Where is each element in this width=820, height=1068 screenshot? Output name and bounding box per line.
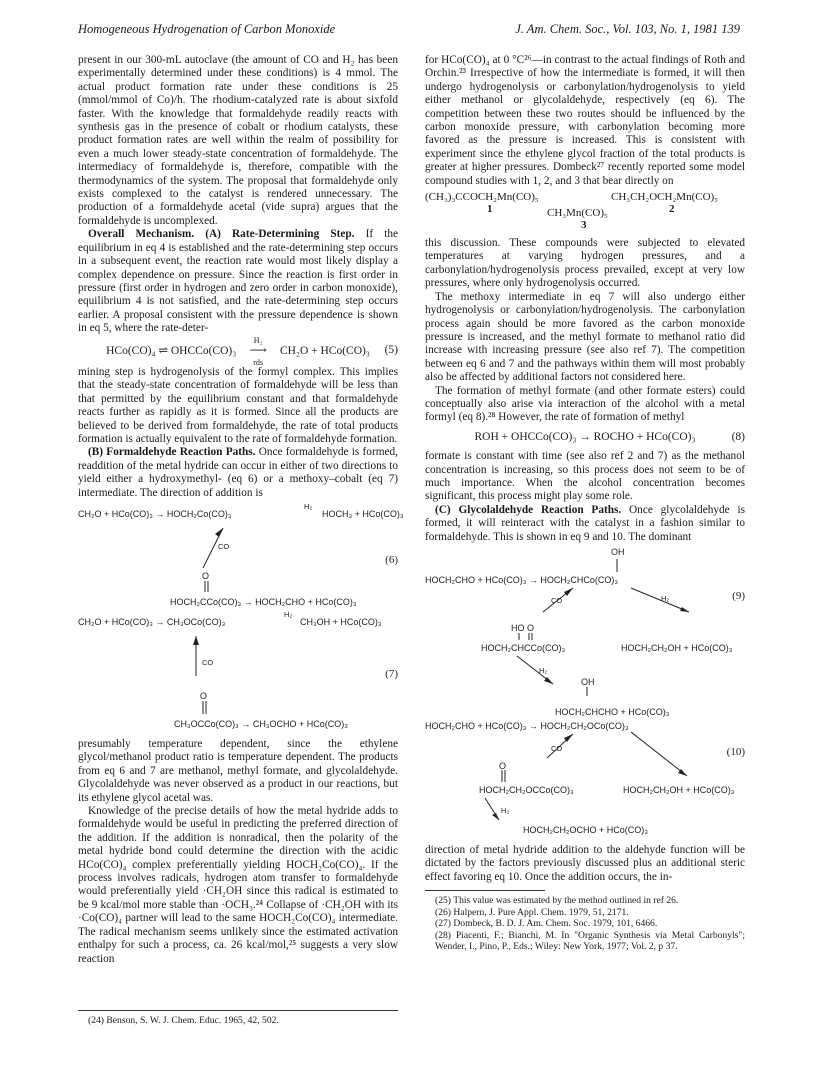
scheme-text: HOCH₂CH₂OH + HCo(CO)₃ (623, 785, 735, 795)
compound-formula: CH₃Mn(CO)₅ (547, 207, 608, 220)
equation-number: (9) (732, 590, 745, 602)
footnote: (27) Dombeck, B. D. J. Am. Chem. Soc. 1979, 101, 6466. (435, 918, 658, 930)
scheme-text: CH₃OH + HCo(CO)₃ (300, 617, 382, 627)
arrow-label: H₂ (539, 666, 548, 675)
compound-number: 2 (669, 203, 675, 216)
footnotes-left (78, 1010, 398, 1027)
paragraph: The methoxy intermediate in eq 7 will also undergo either hydrogenolysis or carbonylation/hydrogenolysis. The carbonylation process again should be more favored as the carbon monoxide pressure is increased, and the methyl formate to methanol ratio did increase with increasing pressure (see also ref 7). The competition between eq 6 and 7 and the pathways within them will most probably also be affected by additional factors not considered here. (425, 290, 745, 384)
paragraph: presumably temperature dependent, since the ethylene glycol/methanol product ratio is temperature dependent. The products from eq 6 and 7 are methanol, methyl formate, and glycolaldehyde. Glycolaldehyde was never observed as a product in our reactions, but its ethylene glycol acetal was. (78, 738, 398, 804)
section-heading: (B) Formaldehyde Reaction Paths. (88, 446, 256, 459)
arrow-label: H₂ (253, 335, 263, 345)
scheme-text: O (202, 571, 210, 581)
paragraph-text: Once formaldehyde is formed, readdition of the metal hydride can occur in either of two directions to yield either a hydroxymethyl- (eq 6) or a methoxy–cobalt (eq 7) intermediate. The direction of addition is (78, 446, 398, 499)
reaction-scheme-9 (425, 546, 745, 706)
paragraph: Knowledge of the precise details of how the metal hydride adds to formaldehyde would be useful in predicting the preferred direction of the addition. If the addition is nonradical, then the polarity of the metal hydride bond could determine the direction with the acidic HCo(CO)₄ complex preferentially yielding HOCH₂Co(CO)₄. If the process involves radicals, hydrogen atom transfer to formaldehyde would preferentially yield ·CH₂OH since this radical is estimated to be 9 kcal/mol more stable than ·OCH₃.²⁴ Collapse of ·CH₂OH with its ·Co(CO)₄ partner will lead to the same HOCH₂Co(CO)₄ intermediate. The radical mechanism seems unlikely since the estimated activation enthalpy for such a process, ca. 26 kcal/mol,²⁵ suggests a very slow reaction (78, 805, 398, 965)
equation-number: (6) (385, 554, 398, 566)
paragraph (425, 504, 745, 544)
paragraph (78, 446, 398, 500)
compound-number: 3 (581, 219, 587, 232)
compound-formula: CH₃CH₂OCH₂Mn(CO)₅ (611, 191, 719, 204)
running-header-title: Homogeneous Hydrogenation of Carbon Monoxide (78, 22, 336, 36)
scheme-text: OH (611, 547, 625, 557)
paragraph (78, 228, 398, 335)
footnote: (28) Piacenti, F.; Bianchi, M. In "Organic Synthesis via Metal Carbonyls"; Wender, I., Pino, P., Eds.; Wiley: New York, 1977; Vol. 2, p 37. (435, 929, 745, 953)
footnote: (26) Halpern, J. Pure Appl. Chem. 1979, 51, 2171. (435, 906, 629, 918)
scheme-text: CH₂O + HCo(CO)₃ → HOCH₂Co(CO)₃ (78, 509, 232, 519)
equation-number: (7) (385, 668, 398, 680)
paragraph-text: If the equilibrium in eq 4 is established and the rate-determining step occurs in a subsequent event, the reaction rate would most likely display a complex dependence on pressure. Since the reaction is first order in pressure (first order in hydrogen and zero order in carbon monoxide), equilibrium 4 is not satisfied, and the rate-determining step occurs earlier. A proposal consistent with the pressure dependence is shown in eq 5, where the rate-deter- (78, 228, 398, 335)
compound-formula: (CH₃)₃CCOCH₂Mn(CO)₅ (425, 191, 539, 204)
reaction-scheme-6 (78, 502, 404, 614)
scheme-text: HOCH₂CH₂OCCo(CO)₃ (479, 785, 574, 795)
paragraph-text: Once glycolaldehyde is formed, it will reinteract with the catalyst in a fashion similar to formaldehyde. This is shown in eq 9 and 10. The dominant (425, 503, 745, 543)
scheme-text: O (499, 761, 507, 771)
scheme-text: HO O (511, 623, 535, 633)
arrow-label: CO (551, 596, 563, 605)
arrow-label: H₂ (501, 806, 510, 815)
scheme-text: CH₂O + HCo(CO)₃ → CH₃OCo(CO)₃ (78, 617, 226, 627)
equation-number: (8) (731, 430, 745, 443)
arrow-label: H₂ (284, 610, 293, 619)
paragraph: direction of metal hydride addition to the aldehyde function will be dictated by the factors previously discussed plus an additional steric effect favoring eq 10. Once the addition occurs, the in- (425, 844, 745, 883)
equation-number: (5) (384, 343, 398, 356)
arrow-label: H₂ (661, 594, 670, 603)
section-heading: (C) Glycolaldehyde Reaction Paths. (435, 503, 622, 516)
footnote-rule (425, 890, 545, 891)
running-header-journal: J. Am. Chem. Soc., Vol. 103, No. 1, 1981 139 (515, 22, 740, 36)
paragraph: mining step is hydrogenolysis of the formyl complex. This implies that the steady-state concentration of formaldehyde will be less than that permitted by the equilibrium constant and that formaldehyde reacts further as rapidly as it is formed. Since all the products are believed to be derived from formaldehyde, the rate of total products formation is actually equivalent to the rate of formaldehyde formation. (78, 365, 398, 445)
reaction-arrow: H₂ ⟶ rds (241, 344, 275, 358)
footnote: (24) Benson, S. W. J. Chem. Educ. 1965, 42, 502. (88, 1015, 279, 1026)
paragraph: The formation of methyl formate (and other formate esters) could conceptually also arise via interaction of the alcohol with a metal formyl (eq 8).²⁸ However, the rate of formation of methyl (425, 384, 745, 424)
arrow-label: CO (551, 744, 563, 753)
paragraph: this discussion. These compounds were subjected to elevated temperatures at varying hydrogen pressures, and a carbonylation/hydrogenolysis process prevailed, except at very low pressures, where only hydrogenolysis occurred. (425, 237, 745, 290)
reaction-scheme-7 (78, 610, 398, 738)
arrow-label: rds (253, 357, 263, 367)
section-heading: Overall Mechanism. (A) Rate-Determining Step. (88, 228, 355, 241)
scheme-text: HOCH₂CHO + HCo(CO)₃ → HOCH₂CHCo(CO)₃ (425, 575, 619, 585)
scheme-text: HOCH₂CHO + HCo(CO)₃ → HOCH₂CH₂OCo(CO)₃ (425, 721, 629, 731)
scheme-text: HOCH₃ + HCo(CO)₃ (322, 509, 404, 519)
equation-lhs: HCo(CO)₄ ⇌ OHCCo(CO)₃ (106, 344, 237, 357)
scheme-text: HOCH₂CCo(CO)₃ → HOCH₂CHO + HCo(CO)₃ (170, 597, 357, 607)
scheme-text: HOCH₂CH₂OH + HCo(CO)₃ (621, 643, 733, 653)
scheme-text: CH₃OCCo(CO)₃ → CH₃OCHO + HCo(CO)₃ (174, 719, 348, 729)
paragraph: formate is constant with time (see also ref 2 and 7) as the methanol concentration is increasing, so this process does not seem to be of much importance. When the alcohol concentration becomes significant, this process might play some role. (425, 450, 745, 503)
scheme-text: OH (581, 677, 595, 687)
equation-5 (78, 335, 398, 367)
scheme-text: HOCH₂CHCHO + HCo(CO)₃ (555, 707, 670, 717)
footnote-rule (78, 1010, 398, 1011)
arrow-label: H₂ (304, 502, 313, 511)
equation-number: (10) (726, 746, 745, 758)
model-compounds (425, 191, 745, 233)
left-column (78, 54, 404, 966)
footnote: (25) This value was estimated by the method outlined in ref 26. (435, 895, 679, 907)
compound-number: 1 (487, 203, 493, 216)
right-column (425, 54, 745, 953)
arrow-label: CO (218, 542, 230, 551)
paragraph: present in our 300-mL autoclave (the amount of CO and H₂ has been experimentally determined under these conditions) is 4 mmol. The actual product formation rate under these conditions is 25 (mmol/mmol of Co)/h. The rhodium-catalyzed rate is about sixfold faster. With the knowledge that formaldehyde readily reacts with synthesis gas in the presence of cobalt or rhodium catalysts, these product formation rates are well within the realm of possibility for even a much lower steady-state concentration of formaldehyde. The intermediacy of formaldehyde is, therefore, compatible with the thermodynamics of the system. The proposal that formaldehyde only exists complexed to the catalyst is rendered unnecessary. The production of a formaldehyde acetal (vide supra) argues that the formaldehyde is uncomplexed. (78, 54, 398, 227)
arrow-label: CO (202, 658, 214, 667)
equation-8 (425, 431, 745, 444)
reaction-scheme-10 (425, 706, 745, 838)
paragraph: for HCo(CO)₄ at 0 °C²⁶—in contrast to the actual findings of Roth and Orchin.²³ Irrespective of how the intermediate is formed, it will then undergo hydrogenolysis or carbonylation/hydrogenolysis to yield either methanol or glycolaldehyde, respectively (eq 6). The competition between these two routes should be influenced by the carbon monoxide pressure, with carbonylation becoming more favored as the pressure is increased. This is consistent with experiment since the ethylene glycol fraction of the total products is greater at higher pressures. Dombeck²⁷ recently reported some model compound studies with 1, 2, and 3 that bear directly on (425, 54, 745, 187)
scheme-text: HOCH₂CHCCo(CO)₃ (481, 643, 566, 653)
scheme-text: HOCH₂CH₂OCHO + HCo(CO)₃ (523, 825, 648, 835)
scheme-text: O (200, 691, 208, 701)
equation-rhs: CH₂O + HCo(CO)₃ (279, 344, 370, 357)
equation-body: ROH + OHCCo(CO)₃ → ROCHO + HCo(CO)₃ (474, 430, 696, 443)
